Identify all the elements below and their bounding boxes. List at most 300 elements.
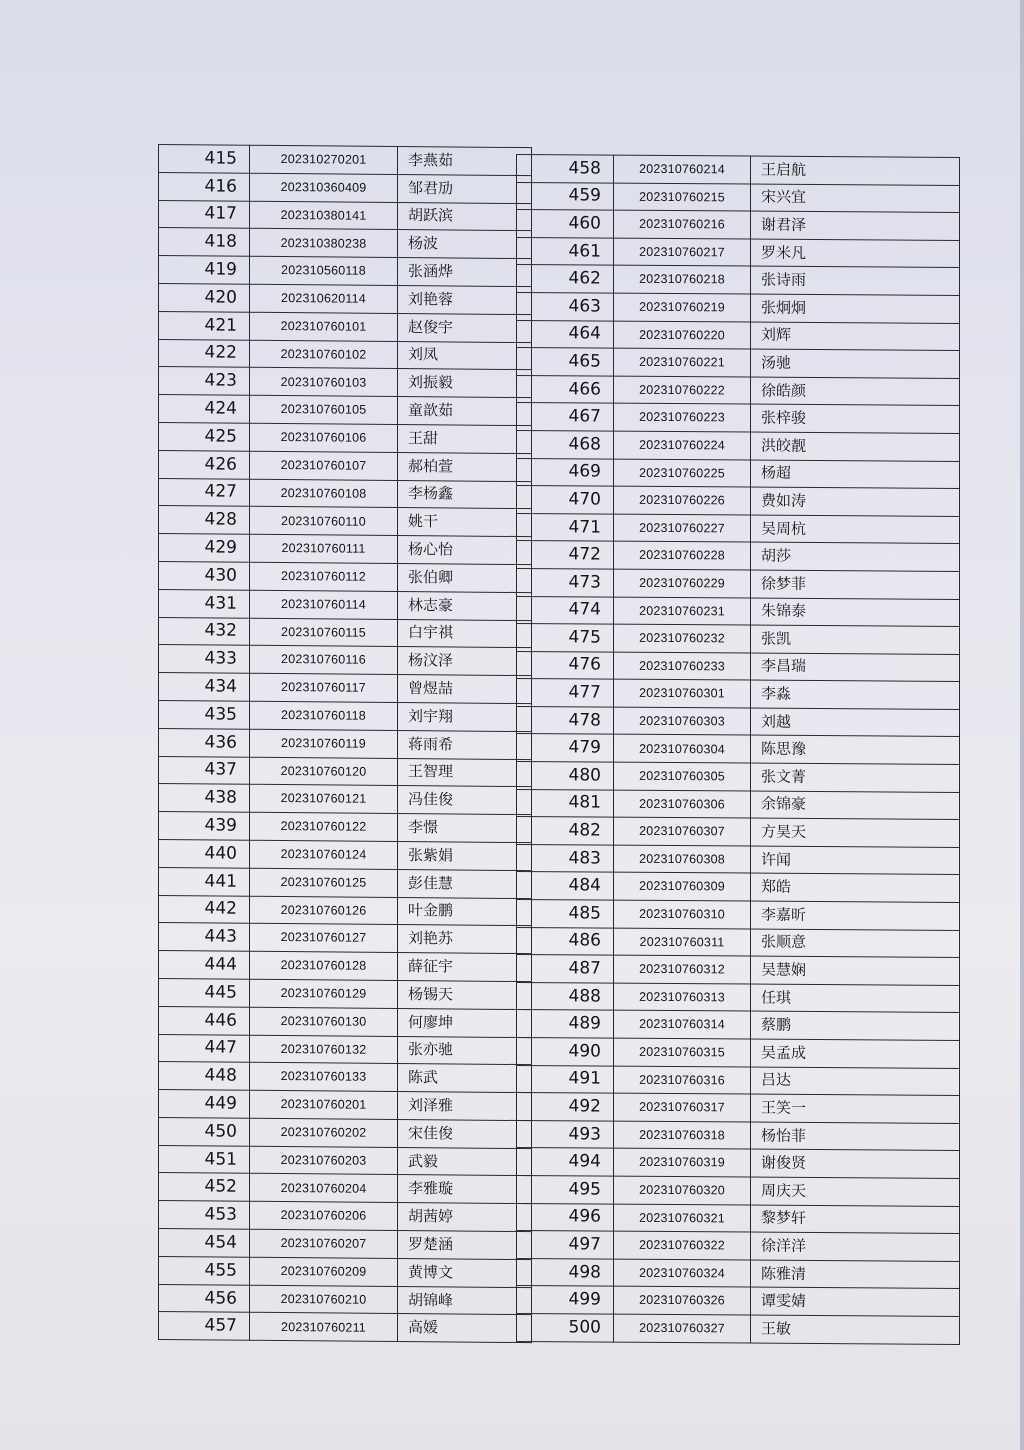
student-id: 202310760206 bbox=[250, 1202, 398, 1231]
table-row bbox=[517, 844, 960, 875]
table-row bbox=[517, 955, 960, 986]
table-row bbox=[159, 283, 532, 314]
row-number: 493 bbox=[517, 1120, 614, 1148]
table-row bbox=[517, 348, 960, 379]
student-name: 杨汶泽 bbox=[398, 647, 532, 676]
student-id: 202310760233 bbox=[614, 652, 751, 681]
row-number: 470 bbox=[517, 486, 614, 514]
student-id: 202310760106 bbox=[250, 423, 398, 452]
student-id: 202310760307 bbox=[614, 817, 751, 846]
student-name: 王甜 bbox=[398, 424, 532, 453]
student-id: 202310760209 bbox=[250, 1257, 398, 1286]
student-name: 刘凤 bbox=[398, 341, 532, 370]
student-id: 202310360409 bbox=[250, 173, 398, 202]
row-number: 445 bbox=[159, 978, 250, 1007]
table-row bbox=[517, 706, 960, 737]
table-row bbox=[159, 867, 532, 898]
table-row bbox=[159, 1062, 532, 1093]
table-row bbox=[159, 228, 532, 259]
table-row bbox=[517, 155, 960, 186]
student-name: 刘振毅 bbox=[398, 369, 532, 398]
row-number: 427 bbox=[159, 478, 250, 507]
student-id: 202310760225 bbox=[614, 459, 751, 488]
row-number: 415 bbox=[159, 145, 250, 174]
row-number: 448 bbox=[159, 1062, 250, 1091]
student-id: 202310760127 bbox=[250, 924, 398, 953]
student-id: 202310760232 bbox=[614, 624, 751, 653]
student-id: 202310760125 bbox=[250, 868, 398, 897]
table-row bbox=[517, 927, 960, 958]
student-name: 谭雯婧 bbox=[751, 1287, 960, 1316]
table-row bbox=[159, 478, 532, 509]
table-row bbox=[159, 1312, 532, 1343]
student-name: 李雅璇 bbox=[398, 1175, 532, 1204]
table-row bbox=[517, 1120, 960, 1151]
student-id: 202310760301 bbox=[614, 679, 751, 708]
student-id: 202310760321 bbox=[614, 1204, 751, 1233]
student-id: 202310760105 bbox=[250, 395, 398, 424]
student-name: 宋佳俊 bbox=[398, 1119, 532, 1148]
student-name: 白宇祺 bbox=[398, 619, 532, 648]
student-id: 202310380238 bbox=[250, 229, 398, 258]
student-id: 202310760313 bbox=[614, 983, 751, 1012]
student-id: 202310760108 bbox=[250, 479, 398, 508]
row-number: 451 bbox=[159, 1145, 250, 1174]
student-id: 202310760214 bbox=[614, 155, 751, 184]
table-row bbox=[159, 645, 532, 676]
student-id: 202310760110 bbox=[250, 507, 398, 536]
row-number: 417 bbox=[159, 200, 250, 229]
row-number: 490 bbox=[517, 1038, 614, 1066]
student-name: 姚干 bbox=[398, 508, 532, 537]
student-id: 202310760231 bbox=[614, 597, 751, 626]
table-row bbox=[517, 1286, 960, 1317]
table-row bbox=[159, 450, 532, 481]
row-number: 421 bbox=[159, 311, 250, 340]
row-number: 420 bbox=[159, 283, 250, 312]
student-id: 202310760304 bbox=[614, 735, 751, 764]
student-id: 202310760114 bbox=[250, 590, 398, 619]
row-number: 500 bbox=[517, 1313, 614, 1341]
student-name: 胡锦峰 bbox=[398, 1286, 532, 1315]
table-row bbox=[159, 895, 532, 926]
student-name: 汤驰 bbox=[751, 349, 960, 378]
student-name: 蒋雨希 bbox=[398, 730, 532, 759]
student-name: 张亦驰 bbox=[398, 1036, 532, 1065]
student-name: 刘艳苏 bbox=[398, 925, 532, 954]
student-name: 刘宇翔 bbox=[398, 702, 532, 731]
row-number: 418 bbox=[159, 228, 250, 257]
row-number: 481 bbox=[517, 789, 614, 817]
student-id: 202310760203 bbox=[250, 1146, 398, 1175]
row-number: 491 bbox=[517, 1065, 614, 1093]
table-row bbox=[159, 256, 532, 287]
student-id: 202310380141 bbox=[250, 201, 398, 230]
row-number: 441 bbox=[159, 867, 250, 896]
student-name: 宋兴宜 bbox=[751, 184, 960, 213]
table-row bbox=[159, 367, 532, 398]
student-name: 余锦豪 bbox=[751, 791, 960, 820]
student-name: 杨怡菲 bbox=[751, 1122, 960, 1151]
student-name: 徐洋洋 bbox=[751, 1232, 960, 1261]
table-row bbox=[517, 430, 960, 461]
student-name: 任琪 bbox=[751, 984, 960, 1013]
table-row bbox=[517, 982, 960, 1013]
student-id: 202310760129 bbox=[250, 979, 398, 1008]
row-number: 471 bbox=[517, 513, 614, 541]
student-id: 202310760326 bbox=[614, 1286, 751, 1315]
table-row bbox=[517, 1258, 960, 1289]
student-id: 202310760309 bbox=[614, 873, 751, 902]
table-row bbox=[517, 789, 960, 820]
table-row bbox=[517, 651, 960, 682]
table-row bbox=[159, 1201, 532, 1232]
row-number: 449 bbox=[159, 1090, 250, 1119]
row-number: 443 bbox=[159, 923, 250, 952]
student-name: 赵俊宇 bbox=[398, 313, 532, 342]
student-name: 李杨鑫 bbox=[398, 480, 532, 509]
student-id: 202310270201 bbox=[250, 145, 398, 174]
student-id: 202310760324 bbox=[614, 1259, 751, 1288]
row-number: 498 bbox=[517, 1258, 614, 1286]
student-id: 202310760219 bbox=[614, 293, 751, 322]
table-row bbox=[159, 145, 532, 176]
student-name: 李嘉昕 bbox=[751, 901, 960, 930]
student-name: 曾煜喆 bbox=[398, 675, 532, 704]
row-number: 480 bbox=[517, 762, 614, 790]
table-row bbox=[159, 339, 532, 370]
student-name: 张紫娟 bbox=[398, 841, 532, 870]
row-number: 479 bbox=[517, 734, 614, 762]
table-row bbox=[517, 762, 960, 793]
student-name: 杨锡天 bbox=[398, 980, 532, 1009]
student-name: 叶金鹏 bbox=[398, 897, 532, 926]
row-number: 499 bbox=[517, 1286, 614, 1314]
row-number: 485 bbox=[517, 900, 614, 928]
student-name: 邹君劢 bbox=[398, 174, 532, 203]
student-name: 杨波 bbox=[398, 230, 532, 259]
student-name: 徐梦菲 bbox=[751, 570, 960, 599]
row-number: 440 bbox=[159, 839, 250, 868]
student-id: 202310760101 bbox=[250, 312, 398, 341]
student-name: 王启航 bbox=[751, 156, 960, 185]
table-row bbox=[517, 375, 960, 406]
row-number: 469 bbox=[517, 458, 614, 486]
table-row bbox=[159, 172, 532, 203]
student-id: 202310560118 bbox=[250, 256, 398, 285]
student-name: 刘艳蓉 bbox=[398, 285, 532, 314]
student-name: 洪皎靓 bbox=[751, 432, 960, 461]
student-id: 202310760224 bbox=[614, 431, 751, 460]
student-id: 202310760320 bbox=[614, 1176, 751, 1205]
row-number: 467 bbox=[517, 403, 614, 431]
student-id: 202310760223 bbox=[614, 403, 751, 432]
table-row bbox=[517, 237, 960, 268]
student-id: 202310760305 bbox=[614, 762, 751, 791]
table-row bbox=[517, 265, 960, 296]
student-name: 王笑一 bbox=[751, 1094, 960, 1123]
row-number: 497 bbox=[517, 1231, 614, 1259]
table-row bbox=[517, 1093, 960, 1124]
student-name: 陈思豫 bbox=[751, 736, 960, 765]
row-number: 458 bbox=[517, 155, 614, 183]
table-row bbox=[517, 182, 960, 213]
student-name: 杨超 bbox=[751, 460, 960, 489]
student-id: 202310620114 bbox=[250, 284, 398, 313]
table-row bbox=[517, 458, 960, 489]
row-number: 429 bbox=[159, 534, 250, 563]
row-number: 476 bbox=[517, 651, 614, 679]
student-name: 冯佳俊 bbox=[398, 786, 532, 815]
student-name: 张诗雨 bbox=[751, 266, 960, 295]
row-number: 484 bbox=[517, 872, 614, 900]
student-id: 202310760119 bbox=[250, 729, 398, 758]
table-row bbox=[517, 486, 960, 517]
student-name: 胡茜婷 bbox=[398, 1203, 532, 1232]
row-number: 428 bbox=[159, 506, 250, 535]
row-number: 455 bbox=[159, 1256, 250, 1285]
row-number: 431 bbox=[159, 589, 250, 618]
student-name: 许闻 bbox=[751, 846, 960, 875]
row-number: 495 bbox=[517, 1175, 614, 1203]
student-id: 202310760306 bbox=[614, 790, 751, 819]
student-id: 202310760218 bbox=[614, 266, 751, 295]
table-row bbox=[517, 1065, 960, 1096]
table-row bbox=[159, 700, 532, 731]
table-row bbox=[517, 403, 960, 434]
table-row bbox=[159, 784, 532, 815]
row-number: 419 bbox=[159, 256, 250, 285]
student-name: 张顺意 bbox=[751, 929, 960, 958]
student-id: 202310760312 bbox=[614, 955, 751, 984]
row-number: 450 bbox=[159, 1117, 250, 1146]
student-name: 李昌瑞 bbox=[751, 653, 960, 682]
row-number: 474 bbox=[517, 596, 614, 624]
student-id: 202310760128 bbox=[250, 951, 398, 980]
student-name: 谢君泽 bbox=[751, 211, 960, 240]
row-number: 482 bbox=[517, 817, 614, 845]
student-name: 陈武 bbox=[398, 1064, 532, 1093]
table-row bbox=[159, 1006, 532, 1037]
table-row bbox=[517, 513, 960, 544]
table-row bbox=[159, 673, 532, 704]
student-id: 202310760229 bbox=[614, 569, 751, 598]
student-name: 方昊天 bbox=[751, 818, 960, 847]
table-row bbox=[517, 292, 960, 323]
row-number: 452 bbox=[159, 1173, 250, 1202]
student-id: 202310760322 bbox=[614, 1231, 751, 1260]
table-row bbox=[159, 756, 532, 787]
table-row bbox=[517, 568, 960, 599]
student-id: 202310760217 bbox=[614, 238, 751, 267]
student-id: 202310760310 bbox=[614, 900, 751, 929]
student-id: 202310760116 bbox=[250, 646, 398, 675]
student-id: 202310760204 bbox=[250, 1174, 398, 1203]
student-name: 张文菁 bbox=[751, 763, 960, 792]
student-name: 吴孟成 bbox=[751, 1039, 960, 1068]
student-name: 吴慧娴 bbox=[751, 956, 960, 985]
row-number: 462 bbox=[517, 265, 614, 293]
row-number: 475 bbox=[517, 624, 614, 652]
student-id: 202310760207 bbox=[250, 1229, 398, 1258]
row-number: 492 bbox=[517, 1093, 614, 1121]
student-id: 202310760216 bbox=[614, 210, 751, 239]
table-row bbox=[517, 1231, 960, 1262]
student-name: 周庆天 bbox=[751, 1177, 960, 1206]
student-id: 202310760303 bbox=[614, 707, 751, 736]
table-row bbox=[159, 1284, 532, 1315]
student-name: 张炯炯 bbox=[751, 294, 960, 323]
student-name: 徐皓颜 bbox=[751, 377, 960, 406]
student-name: 杨心怡 bbox=[398, 536, 532, 565]
row-number: 457 bbox=[159, 1312, 250, 1341]
table-row bbox=[159, 311, 532, 342]
row-number: 424 bbox=[159, 395, 250, 424]
table-row bbox=[159, 1090, 532, 1121]
student-id: 202310760215 bbox=[614, 183, 751, 212]
student-name: 胡莎 bbox=[751, 542, 960, 571]
row-number: 486 bbox=[517, 927, 614, 955]
student-name: 薛征宇 bbox=[398, 953, 532, 982]
row-number: 465 bbox=[517, 348, 614, 376]
student-name: 李燕茹 bbox=[398, 147, 532, 176]
table-row bbox=[159, 812, 532, 843]
row-number: 432 bbox=[159, 617, 250, 646]
row-number: 496 bbox=[517, 1203, 614, 1231]
student-id: 202310760314 bbox=[614, 1011, 751, 1040]
student-id: 202310760124 bbox=[250, 840, 398, 869]
student-id: 202310760222 bbox=[614, 376, 751, 405]
row-number: 437 bbox=[159, 756, 250, 785]
row-number: 439 bbox=[159, 812, 250, 841]
student-name: 蔡鹏 bbox=[751, 1011, 960, 1040]
table-row bbox=[517, 679, 960, 710]
student-id: 202310760319 bbox=[614, 1149, 751, 1178]
student-id: 202310760122 bbox=[250, 812, 398, 841]
student-name: 黄博文 bbox=[398, 1258, 532, 1287]
student-id: 202310760202 bbox=[250, 1118, 398, 1147]
student-name: 胡跃滨 bbox=[398, 202, 532, 231]
row-number: 464 bbox=[517, 320, 614, 348]
student-name: 王敏 bbox=[751, 1315, 960, 1344]
student-id: 202310760130 bbox=[250, 1007, 398, 1036]
row-number: 459 bbox=[517, 182, 614, 210]
student-id: 202310760316 bbox=[614, 1066, 751, 1095]
student-name: 童歆茹 bbox=[398, 397, 532, 426]
student-id: 202310760220 bbox=[614, 321, 751, 350]
row-number: 473 bbox=[517, 568, 614, 596]
student-id: 202310760210 bbox=[250, 1285, 398, 1314]
student-id: 202310760112 bbox=[250, 562, 398, 591]
row-number: 477 bbox=[517, 679, 614, 707]
table-row bbox=[159, 422, 532, 453]
table-row bbox=[159, 506, 532, 537]
row-number: 478 bbox=[517, 706, 614, 734]
student-id: 202310760228 bbox=[614, 541, 751, 570]
row-number: 446 bbox=[159, 1006, 250, 1035]
table-row bbox=[159, 1117, 532, 1148]
table-row bbox=[159, 1229, 532, 1260]
student-id: 202310760102 bbox=[250, 340, 398, 369]
table-row bbox=[159, 589, 532, 620]
student-name: 郑皓 bbox=[751, 873, 960, 902]
student-id: 202310760221 bbox=[614, 348, 751, 377]
table-row bbox=[159, 200, 532, 231]
table-row bbox=[517, 1148, 960, 1179]
row-number: 489 bbox=[517, 1010, 614, 1038]
student-id: 202310760111 bbox=[250, 534, 398, 563]
row-number: 488 bbox=[517, 982, 614, 1010]
student-id: 202310760120 bbox=[250, 757, 398, 786]
row-number: 447 bbox=[159, 1034, 250, 1063]
row-number: 425 bbox=[159, 422, 250, 451]
table-row bbox=[517, 817, 960, 848]
student-id: 202310760308 bbox=[614, 845, 751, 874]
row-number: 438 bbox=[159, 784, 250, 813]
table-row bbox=[159, 534, 532, 565]
table-row bbox=[517, 872, 960, 903]
table-row bbox=[517, 900, 960, 931]
table-row bbox=[517, 596, 960, 627]
student-name: 张梓骏 bbox=[751, 404, 960, 433]
row-number: 430 bbox=[159, 561, 250, 590]
row-number: 416 bbox=[159, 172, 250, 201]
student-name: 张涵烨 bbox=[398, 258, 532, 287]
table-row bbox=[159, 978, 532, 1009]
table-row bbox=[517, 1038, 960, 1069]
row-number: 468 bbox=[517, 430, 614, 458]
student-name: 罗楚涵 bbox=[398, 1231, 532, 1260]
row-number: 434 bbox=[159, 673, 250, 702]
student-name: 武毅 bbox=[398, 1147, 532, 1176]
row-number: 423 bbox=[159, 367, 250, 396]
row-number: 422 bbox=[159, 339, 250, 368]
student-name: 张凯 bbox=[751, 625, 960, 654]
row-number: 494 bbox=[517, 1148, 614, 1176]
student-id: 202310760201 bbox=[250, 1090, 398, 1119]
student-id: 202310760118 bbox=[250, 701, 398, 730]
table-row bbox=[159, 617, 532, 648]
student-id: 202310760103 bbox=[250, 368, 398, 397]
paper-edge bbox=[1020, 0, 1024, 1450]
student-id: 202310760121 bbox=[250, 785, 398, 814]
student-name: 陈雅清 bbox=[751, 1260, 960, 1289]
student-name: 吕达 bbox=[751, 1067, 960, 1096]
table-row bbox=[517, 1175, 960, 1206]
student-name: 李淼 bbox=[751, 680, 960, 709]
student-name: 张伯卿 bbox=[398, 563, 532, 592]
student-name: 何廖坤 bbox=[398, 1008, 532, 1037]
student-name: 刘辉 bbox=[751, 322, 960, 351]
roster-table-right bbox=[516, 154, 960, 1344]
row-number: 463 bbox=[517, 292, 614, 320]
table-row bbox=[159, 1173, 532, 1204]
student-name: 费如涛 bbox=[751, 487, 960, 516]
table-row bbox=[517, 541, 960, 572]
table-row bbox=[159, 1034, 532, 1065]
table-row bbox=[517, 1203, 960, 1234]
student-name: 谢俊贤 bbox=[751, 1149, 960, 1178]
table-row bbox=[517, 320, 960, 351]
row-number: 433 bbox=[159, 645, 250, 674]
student-id: 202310760315 bbox=[614, 1038, 751, 1067]
student-id: 202310760318 bbox=[614, 1121, 751, 1150]
student-name: 黎梦轩 bbox=[751, 1205, 960, 1234]
student-name: 刘越 bbox=[751, 708, 960, 737]
row-number: 487 bbox=[517, 955, 614, 983]
student-name: 高媛 bbox=[398, 1314, 532, 1343]
row-number: 454 bbox=[159, 1229, 250, 1258]
